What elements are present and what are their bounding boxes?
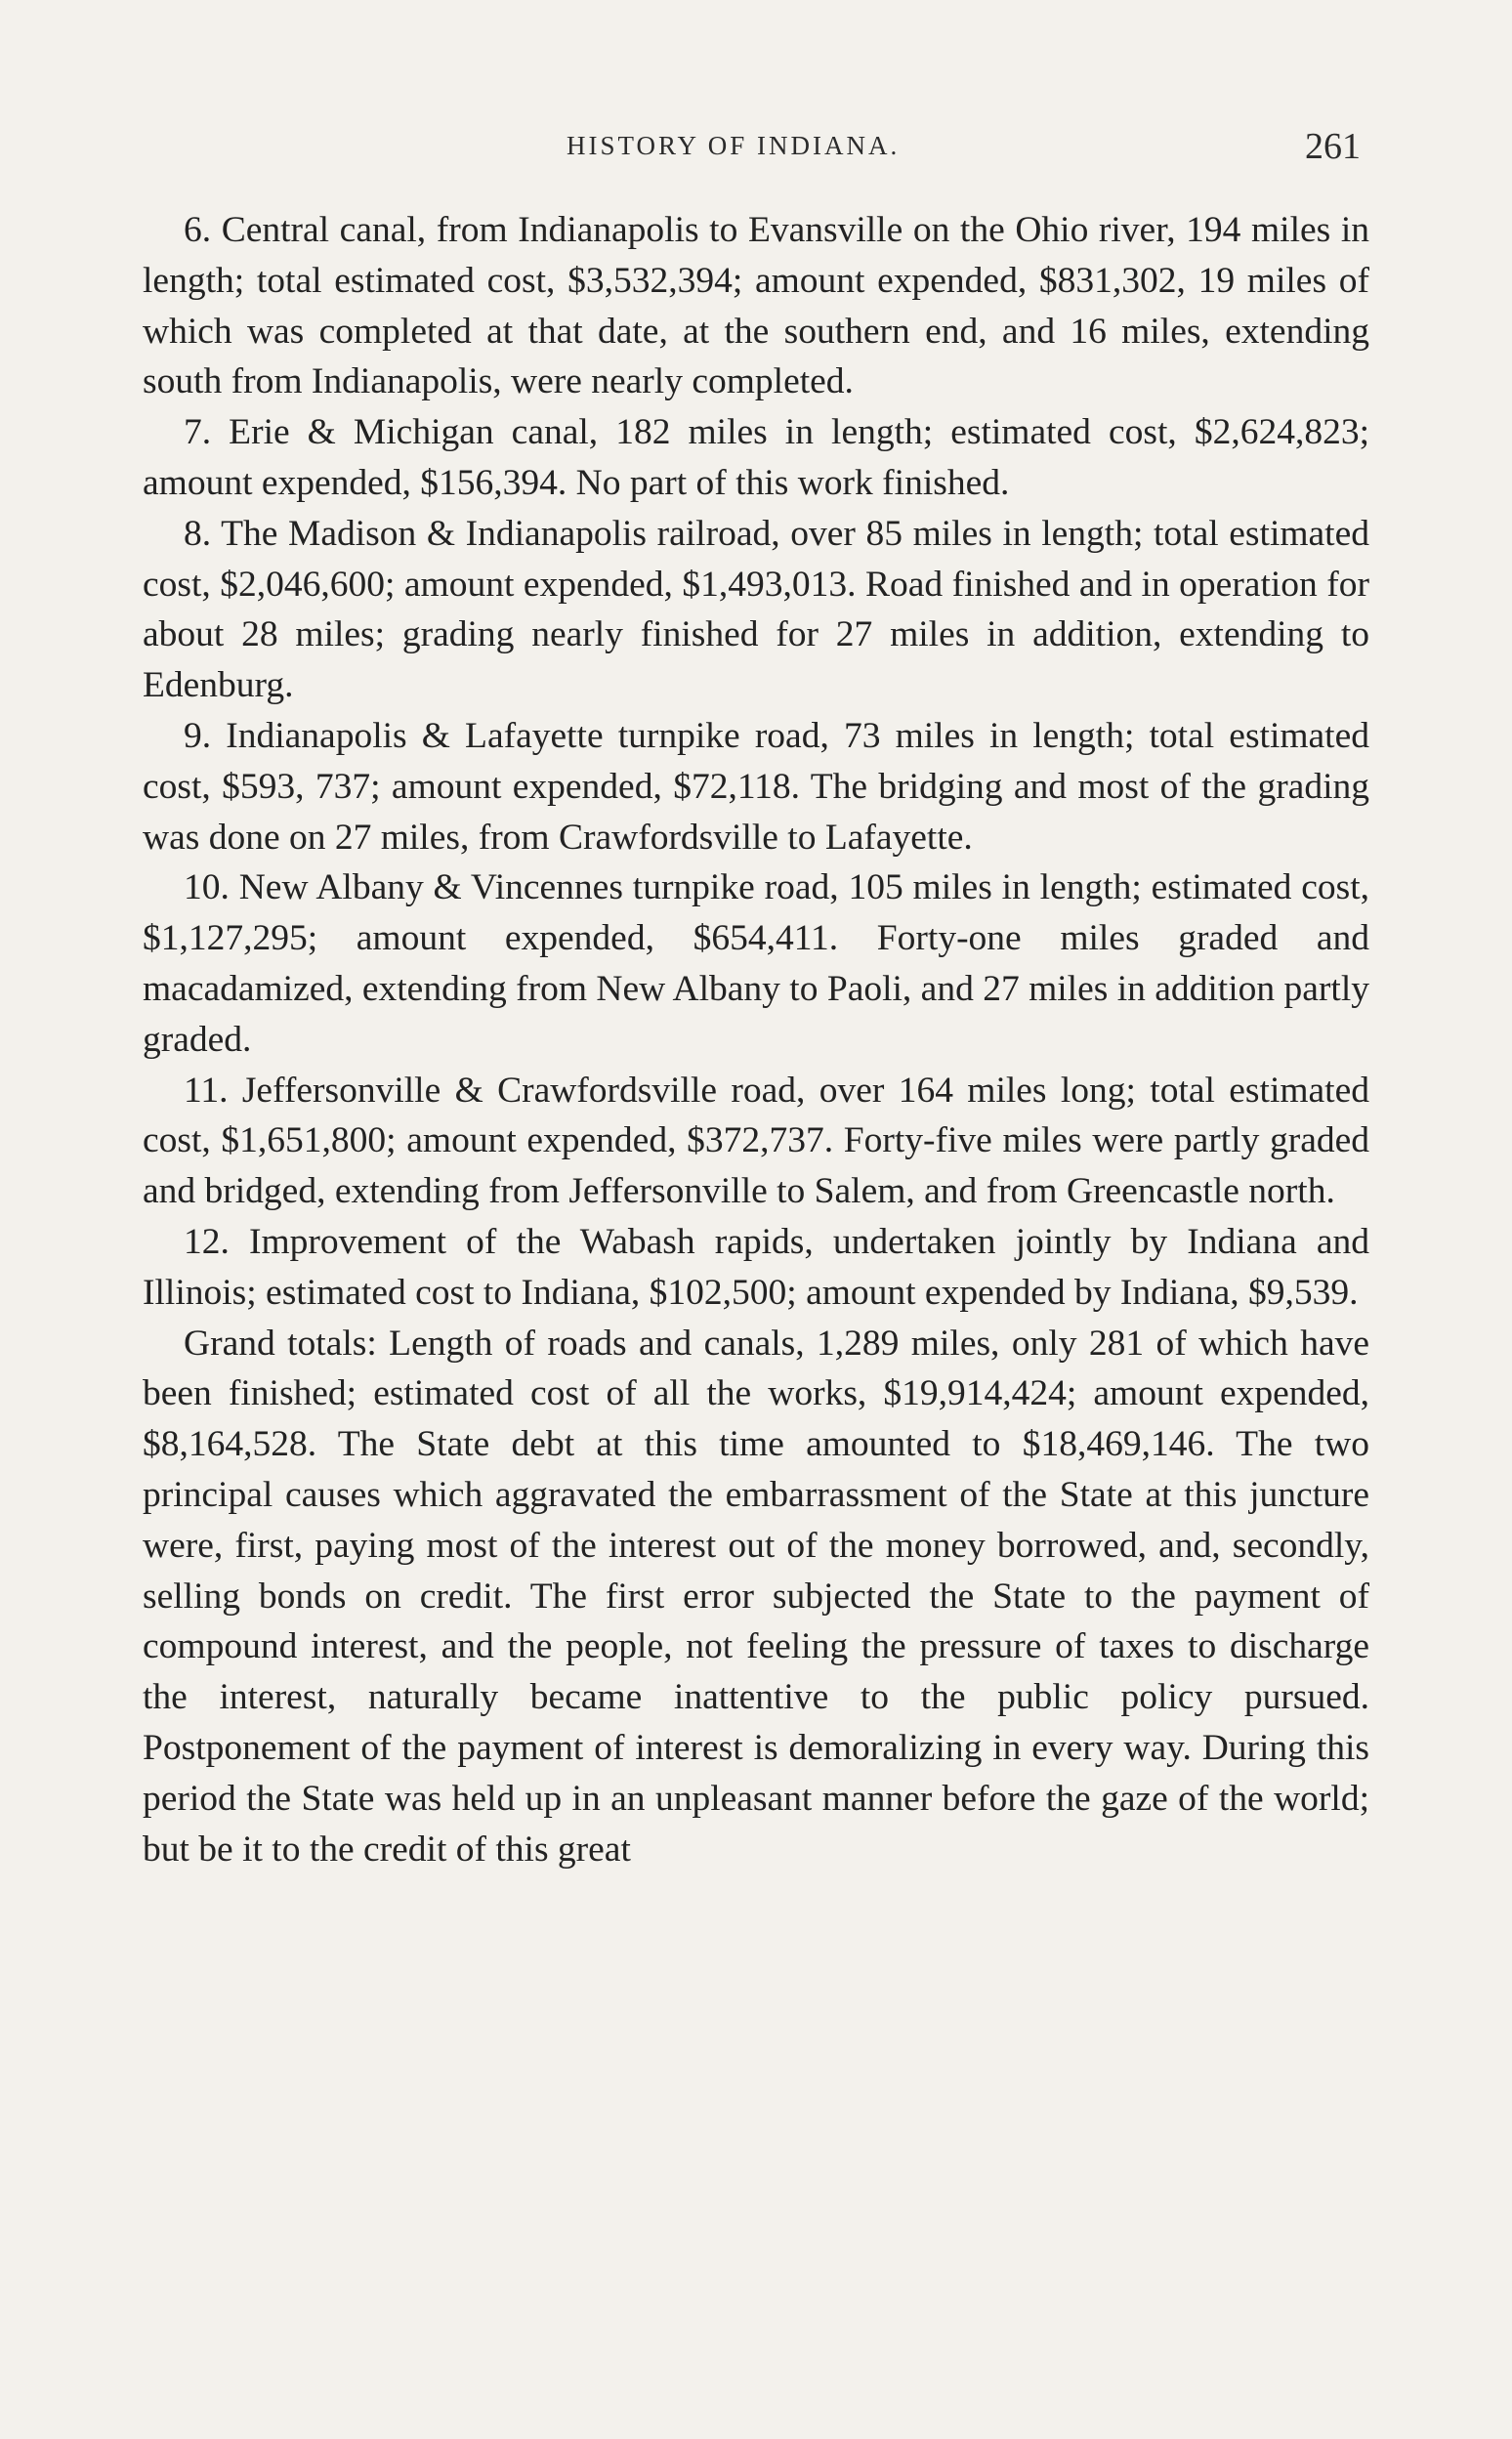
paragraph-item-9: 9. Indianapolis & Lafayette turnpike road, 73 miles in length; total estimated cost, $593, 737; amount expended, $72,118. The bridging and most of the grading was done on 27 miles, from Crawfordsville to Lafayette.: [143, 715, 1369, 858]
paragraph-item-6: 6. Central canal, from Indianapolis to Evansville on the Ohio river, 194 miles in length; total estimated cost, $3,532,394; amount expended, $831,302, 19 miles of which was completed at that date, at the southern end, and 16 miles, extending south from Indianapolis, were nearly completed.: [143, 210, 1369, 402]
paragraph-item-8: 8. The Madison & Indianapolis railroad, over 85 miles in length; total estimated cost, $2,046,600; amount expended, $1,493,013. Road finished and in operation for about 28 miles; grading nearly finished for 27 miles in addition, extending to Edenburg.: [143, 513, 1369, 706]
paragraph-item-7: 7. Erie & Michigan canal, 182 miles in length; estimated cost, $2,624,823; amount expended, $156,394. No part of this work finished.: [143, 412, 1369, 503]
page-number: 261: [1305, 126, 1361, 167]
paragraph-item-10: 10. New Albany & Vincennes turnpike road, 105 miles in length; estimated cost, $1,127,295; amount expended, $654,411. Forty-one miles graded and macadamized, extending from New Albany to Paoli, and 27 miles in addition partly graded.: [143, 867, 1369, 1060]
paragraph-item-11: 11. Jeffersonville & Crawfordsville road, over 164 miles long; total estimated cost, $1,651,800; amount expended, $372,737. Forty-five miles were partly graded and bridged, extending from Jeffersonville to Salem, and from Greencastle north.: [143, 1070, 1369, 1212]
body-text: [143, 205, 1369, 1874]
running-head: [0, 125, 1512, 174]
paragraph-grand-totals: Grand totals: Length of roads and canals, 1,289 miles, only 281 of which have been finished; estimated cost of all the works, $19,914,424; amount expended, $8,164,528. The State debt at this time amounted to $18,469,146. The two principal causes which aggravated the embarrassment of the State at this juncture were, first, paying most of the interest out of the money borrowed, and, secondly, selling bonds on credit. The first error subjected the State to the payment of compound interest, and the people, not feeling the pressure of taxes to discharge the interest, naturally became inattentive to the public policy pursued. Postponement of the payment of interest is demoralizing in every way. During this period the State was held up in an unpleasant manner before the gaze of the world; but be it to the credit of this great: [143, 1323, 1369, 1870]
paragraph-item-12: 12. Improvement of the Wabash rapids, undertaken jointly by Indiana and Illinois; estimated cost to Indiana, $102,500; amount expended by Indiana, $9,539.: [143, 1221, 1369, 1313]
running-title: HISTORY OF INDIANA.: [567, 131, 901, 160]
